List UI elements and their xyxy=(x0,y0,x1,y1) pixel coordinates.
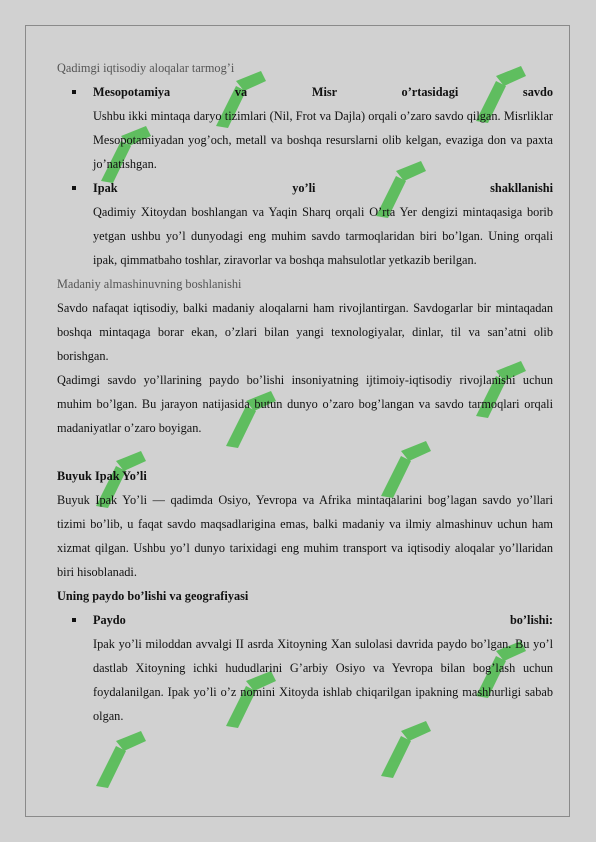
watermark-logo-icon xyxy=(86,726,156,796)
list-item xyxy=(57,608,553,728)
bullet-icon xyxy=(72,618,76,622)
section-heading: Uning paydo bo’lishi va geografiyasi xyxy=(57,589,249,603)
section-heading: Madaniy almashinuvning boshlanishi xyxy=(57,277,242,291)
document-page xyxy=(25,25,570,817)
paragraph: Buyuk Ipak Yo’li — qadimda Osiyo, Yevropa va Afrika mintaqalarini bog’lagan savdo yo’llari tizimi bo’lib, u faqat savdo maqsadlarigina emas, balki madaniy va ilmiy almashinuv uchun ham xizmat qilgan. Ushbu yo’l dunyo tarixidagi eng muhim transport va iqtisodiy aloqalar yo’llaridan biri hisoblanadi. xyxy=(57,493,553,579)
list-item xyxy=(57,176,553,272)
bullet-text: Ipak yo’li miloddan avvalgi II asrda Xitoyning Xan sulolasi davrida paydo bo’lgan. Bu yo’l dastlab Xitoyning ichki hududlarini G’arbiy Osiyo va Yevropa bilan bog’lash uchun foydalanilgan. Ipak yo’li o’z nomini Xitoyda ishlab chiqarilgan ipakning mashhurligi sabab olgan. xyxy=(93,637,553,723)
section-heading: Qadimgi iqtisodiy aloqalar tarmog’i xyxy=(57,61,235,75)
list-item xyxy=(57,80,553,176)
spacer xyxy=(57,440,553,464)
paragraph: Savdo nafaqat iqtisodiy, balki madaniy aloqalarni ham rivojlantirgan. Savdogarlar bir mintaqadan boshqa mintaqaga borar ekan, o’zlari bilan yangi texnologiyalar, dinlar, til va san’atni olib borishgan. xyxy=(57,301,553,363)
paragraph: Qadimgi savdo yo’llarining paydo bo’lishi insoniyatning ijtimoiy-iqtisodiy rivojlanishi uchun muhim bo’lgan. Bu jarayon natijasida butun dunyo o’zaro bog’langan va savdo tarmoqlari orqali madaniyatlar o’zaro boyigan. xyxy=(57,373,553,435)
bullet-icon xyxy=(72,186,76,190)
bullet-text: Ushbu ikki mintaqa daryo tizimlari (Nil, Frot va Dajla) orqali o’zaro savdo qilgan. Misrliklar Mesopotamiyadan yog’och, metall va boshqa resurslarni olib kelgan, evaziga don va paxta jo’natishgan. xyxy=(93,109,553,171)
bullet-text: Qadimiy Xitoydan boshlangan va Yaqin Sharq orqali O’rta Yer dengizi mintaqasiga borib yetgan ushbu yo’l dunyodagi eng muhim savdo tarmoqlaridan biri bo’lgan. Uning orqali ipak, qimmatbaho toshlar, ziravorlar va boshqa mahsulotlar yetkazib berilgan. xyxy=(93,205,553,267)
bullet-title: Paydo bo’lishi: xyxy=(93,613,553,627)
bullet-title: Mesopotamiya va Misr o’rtasidagi savdo xyxy=(93,85,553,99)
bullet-title: Ipak yo’li shakllanishi xyxy=(93,181,553,195)
bullet-icon xyxy=(72,90,76,94)
document-content xyxy=(57,56,553,728)
section-heading: Buyuk Ipak Yo’li xyxy=(57,469,147,483)
